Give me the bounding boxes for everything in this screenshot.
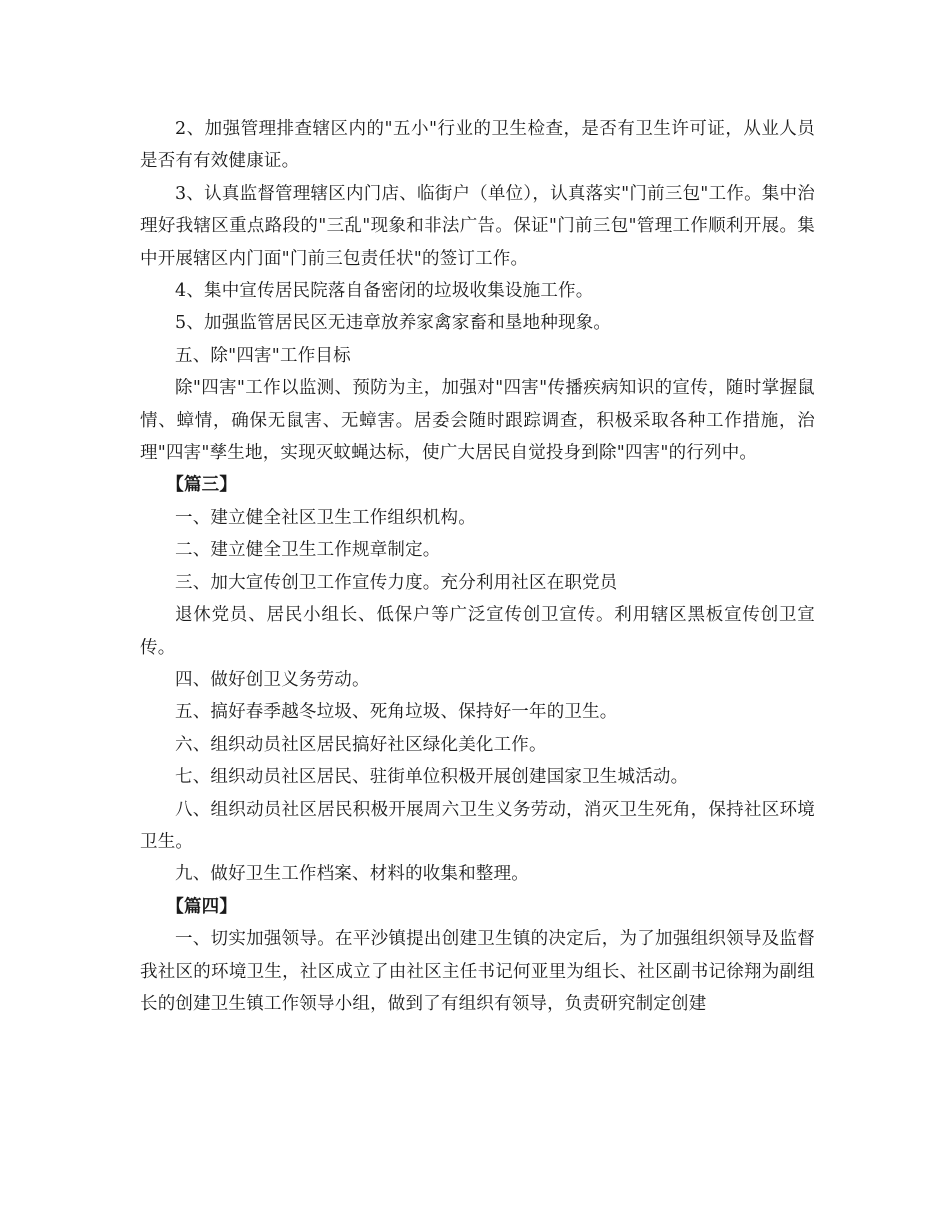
paragraph: 四、做好创卫义务劳动。	[175, 669, 370, 690]
paragraph: 2、加强管理排查辖区内的"五小"行业的卫生检查，是否有卫生许可证，从业人员是否有有效健康证。	[140, 119, 815, 172]
chapter-heading: 【篇三】	[166, 475, 238, 496]
paragraph: 4、集中宣传居民院落自备密闭的垃圾收集设施工作。	[175, 281, 594, 302]
paragraph: 三、加大宣传创卫工作宣传力度。充分利用社区在职党员	[175, 572, 618, 593]
document-body	[140, 113, 815, 1020]
paragraph: 九、做好卫生工作档案、材料的收集和整理。	[175, 864, 529, 885]
paragraph: 一、切实加强领导。在平沙镇提出创建卫生镇的决定后，为了加强组织领导及监督我社区的环境卫生，社区成立了由社区主任书记何亚里为组长、社区副书记徐翔为副组长的创建卫生镇工作领导小组，做到了有组织有领导，负责研究制定创建	[140, 929, 815, 1014]
paragraph: 退休党员、居民小组长、低保户等广泛宣传创卫宣传。利用辖区黑板宣传创卫宣传。	[140, 605, 815, 658]
paragraph: 3、认真监督管理辖区内门店、临街户（单位），认真落实"门前三包"工作。集中治理好我辖区重点路段的"三乱"现象和非法广告。保证"门前三包"管理工作顺利开展。集中开展辖区内门面"门前三包责任状"的签订工作。	[140, 183, 815, 269]
paragraph: 五、搞好春季越冬垃圾、死角垃圾、保持好一年的卫生。	[175, 702, 618, 723]
paragraph: 一、建立健全社区卫生工作组织机构。	[175, 507, 476, 528]
chapter-heading: 【篇四】	[166, 896, 238, 917]
paragraph: 八、组织动员社区居民积极开展周六卫生义务劳动，消灭卫生死角，保持社区环境卫生。	[140, 799, 815, 852]
paragraph: 5、加强监管居民区无违章放养家禽家畜和垦地种现象。	[175, 313, 612, 334]
paragraph: 除"四害"工作以监测、预防为主，加强对"四害"传播疾病知识的宣传，随时掌握鼠情、蟑情，确保无鼠害、无蟑害。居委会随时跟踪调查，积极采取各种工作措施，治理"四害"孳生地，实现灭蚊蝇达标，使广大居民自觉投身到除"四害"的行列中。	[140, 378, 815, 464]
paragraph: 七、组织动员社区居民、驻街单位积极开展创建国家卫生城活动。	[175, 767, 689, 788]
paragraph: 六、组织动员社区居民搞好社区绿化美化工作。	[175, 734, 547, 755]
section-heading: 五、除"四害"工作目标	[175, 345, 351, 366]
paragraph: 二、建立健全卫生工作规章制定。	[175, 540, 441, 561]
